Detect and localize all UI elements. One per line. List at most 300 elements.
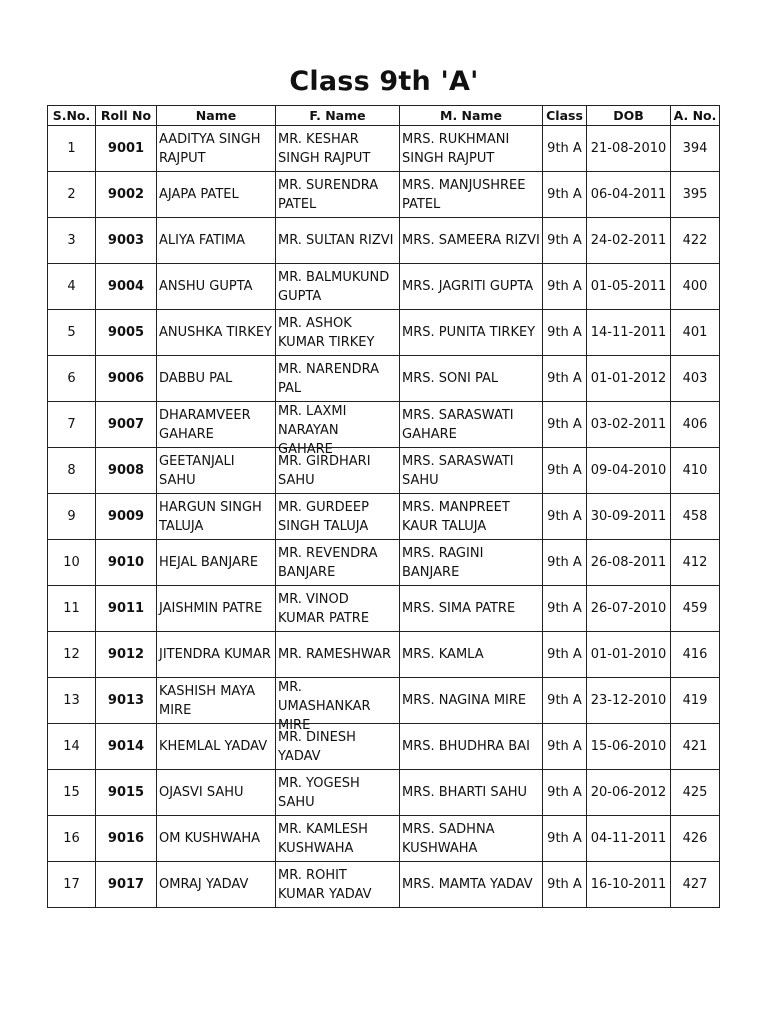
cell-dob	[587, 448, 671, 494]
cell-mother-name	[400, 310, 543, 356]
cell-dob-text: 01-01-2010	[590, 647, 667, 662]
col-header-ano: A. No.	[671, 106, 720, 126]
table-row	[48, 264, 720, 310]
cell-roll-no-text: 9009	[107, 509, 145, 524]
cell-dob	[587, 264, 671, 310]
cell-dob-text: 26-08-2011	[590, 555, 667, 570]
cell-mother-name-text: MRS. KAMLA	[402, 647, 484, 662]
cell-roll-no	[96, 816, 157, 862]
cell-father-name	[276, 126, 400, 172]
cell-class	[543, 586, 587, 632]
cell-dob	[587, 862, 671, 908]
cell-class-text: 9th A	[547, 831, 582, 846]
col-header-dob: DOB	[587, 106, 671, 126]
cell-sno-text: 14	[63, 739, 80, 754]
cell-student-name	[157, 678, 276, 724]
cell-student-name-text: JAISHMIN PATRE	[159, 601, 263, 616]
cell-father-name-text: MR. KESHAR SINGH RAJPUT	[278, 131, 371, 166]
cell-student-name	[157, 356, 276, 402]
cell-dob-text: 04-11-2011	[590, 831, 667, 846]
cell-student-name-text: ALIYA FATIMA	[159, 233, 245, 248]
cell-mother-name	[400, 816, 543, 862]
cell-roll-no	[96, 310, 157, 356]
cell-student-name-text: AJAPA PATEL	[159, 187, 239, 202]
cell-mother-name	[400, 172, 543, 218]
cell-student-name-text: JITENDRA KUMAR	[159, 647, 271, 662]
cell-dob-text: 16-10-2011	[590, 877, 667, 892]
cell-dob	[587, 586, 671, 632]
cell-admission-no-text: 421	[682, 739, 708, 754]
cell-roll-no-text: 9003	[107, 233, 145, 248]
cell-father-name	[276, 586, 400, 632]
cell-roll-no-text: 9002	[107, 187, 145, 202]
cell-admission-no-text: 395	[682, 187, 708, 202]
cell-class	[543, 172, 587, 218]
cell-sno-text: 16	[63, 831, 80, 846]
cell-roll-no-text: 9001	[107, 141, 145, 156]
cell-mother-name	[400, 264, 543, 310]
cell-sno	[48, 724, 96, 770]
cell-class	[543, 310, 587, 356]
cell-dob-text: 26-07-2010	[590, 601, 667, 616]
cell-class-text: 9th A	[547, 785, 582, 800]
cell-student-name-text: OJASVI SAHU	[159, 785, 244, 800]
cell-roll-no-text: 9011	[107, 601, 145, 616]
cell-roll-no-text: 9017	[107, 877, 145, 892]
cell-dob	[587, 632, 671, 678]
cell-admission-no	[671, 310, 720, 356]
cell-roll-no-text: 9007	[107, 417, 145, 432]
cell-admission-no-text: 406	[682, 417, 708, 432]
cell-dob	[587, 816, 671, 862]
cell-student-name	[157, 448, 276, 494]
cell-dob-text: 14-11-2011	[590, 325, 667, 340]
cell-admission-no-text: 459	[682, 601, 708, 616]
cell-mother-name	[400, 586, 543, 632]
col-header-mname: M. Name	[400, 106, 543, 126]
cell-sno-text: 17	[63, 877, 80, 892]
cell-dob-text: 30-09-2011	[590, 509, 667, 524]
cell-father-name-text: MR. REVENDRA BANJARE	[278, 545, 378, 580]
cell-class-text: 9th A	[547, 141, 582, 156]
cell-mother-name-text: MRS. SAMEERA RIZVI	[402, 233, 540, 248]
cell-father-name-text: MR. ROHIT KUMAR YADAV	[278, 867, 372, 902]
cell-mother-name-text: MRS. MANPREET KAUR TALUJA	[402, 499, 510, 534]
cell-student-name	[157, 310, 276, 356]
cell-student-name-text: ANUSHKA TIRKEY	[159, 325, 272, 340]
cell-father-name-text: MR. ASHOK KUMAR TIRKEY	[278, 315, 375, 350]
cell-sno-text: 5	[67, 325, 76, 340]
cell-sno	[48, 540, 96, 586]
cell-student-name	[157, 402, 276, 448]
cell-roll-no-text: 9012	[107, 647, 145, 662]
cell-father-name-text: MR. YOGESH SAHU	[278, 775, 360, 810]
cell-admission-no	[671, 494, 720, 540]
cell-dob	[587, 770, 671, 816]
table-row	[48, 540, 720, 586]
cell-roll-no-text: 9006	[107, 371, 145, 386]
cell-father-name	[276, 770, 400, 816]
table-row	[48, 356, 720, 402]
cell-admission-no-text: 412	[682, 555, 708, 570]
cell-roll-no	[96, 586, 157, 632]
cell-sno	[48, 494, 96, 540]
cell-class	[543, 264, 587, 310]
cell-class-text: 9th A	[547, 325, 582, 340]
cell-mother-name-text: MRS. NAGINA MIRE	[402, 693, 527, 708]
cell-student-name	[157, 724, 276, 770]
cell-father-name-text: MR. GURDEEP SINGH TALUJA	[278, 499, 369, 534]
cell-father-name	[276, 724, 400, 770]
cell-roll-no	[96, 770, 157, 816]
cell-admission-no-text: 401	[682, 325, 708, 340]
cell-roll-no	[96, 264, 157, 310]
cell-class-text: 9th A	[547, 693, 582, 708]
cell-dob	[587, 310, 671, 356]
cell-admission-no	[671, 218, 720, 264]
cell-class-text: 9th A	[547, 371, 582, 386]
cell-father-name-text: MR. UMASHANKAR MIRE	[278, 680, 371, 733]
table-row	[48, 494, 720, 540]
table-row	[48, 816, 720, 862]
cell-admission-no	[671, 172, 720, 218]
cell-father-name	[276, 678, 400, 733]
cell-mother-name	[400, 448, 543, 494]
cell-roll-no	[96, 172, 157, 218]
cell-sno	[48, 586, 96, 632]
cell-roll-no-text: 9016	[107, 831, 145, 846]
cell-father-name-text: MR. NARENDRA PAL	[278, 361, 380, 396]
cell-admission-no	[671, 816, 720, 862]
cell-father-name-text: MR. SULTAN RIZVI	[278, 233, 394, 248]
cell-admission-no-text: 419	[682, 693, 708, 708]
cell-student-name-text: HEJAL BANJARE	[159, 555, 259, 570]
cell-student-name-text: OMRAJ YADAV	[159, 877, 249, 892]
cell-roll-no-text: 9005	[107, 325, 145, 340]
col-header-sno: S.No.	[48, 106, 96, 126]
cell-admission-no	[671, 540, 720, 586]
cell-admission-no	[671, 264, 720, 310]
cell-class	[543, 724, 587, 770]
cell-father-name-text: MR. RAMESHWAR	[278, 647, 391, 662]
cell-mother-name	[400, 678, 543, 724]
cell-student-name	[157, 264, 276, 310]
cell-dob	[587, 678, 671, 724]
cell-class	[543, 678, 587, 724]
cell-admission-no	[671, 632, 720, 678]
cell-mother-name	[400, 218, 543, 264]
table-row	[48, 632, 720, 678]
cell-dob	[587, 494, 671, 540]
cell-mother-name-text: MRS. PUNITA TIRKEY	[402, 325, 536, 340]
cell-admission-no-text: 403	[682, 371, 708, 386]
cell-student-name	[157, 632, 276, 678]
cell-sno	[48, 816, 96, 862]
cell-roll-no-text: 9013	[107, 693, 145, 708]
table-row	[48, 862, 720, 908]
cell-mother-name-text: MRS. SONI PAL	[402, 371, 499, 386]
cell-admission-no-text: 410	[682, 463, 708, 478]
cell-roll-no	[96, 678, 157, 724]
cell-admission-no-text: 422	[682, 233, 708, 248]
cell-mother-name-text: MRS. BHUDHRA BAI	[402, 739, 530, 754]
cell-class-text: 9th A	[547, 509, 582, 524]
cell-mother-name-text: MRS. MANJUSHREE PATEL	[402, 177, 526, 212]
cell-dob	[587, 402, 671, 448]
table-row	[48, 678, 720, 724]
cell-roll-no	[96, 862, 157, 908]
cell-class-text: 9th A	[547, 187, 582, 202]
cell-mother-name-text: MRS. JAGRITI GUPTA	[402, 279, 534, 294]
cell-father-name-text: MR. LAXMI NARAYAN GAHARE	[278, 404, 347, 457]
cell-sno-text: 6	[67, 371, 76, 386]
cell-mother-name	[400, 356, 543, 402]
cell-student-name-text: GEETANJALI SAHU	[159, 453, 235, 488]
cell-dob	[587, 724, 671, 770]
cell-roll-no	[96, 356, 157, 402]
cell-dob-text: 20-06-2012	[590, 785, 667, 800]
cell-mother-name	[400, 862, 543, 908]
cell-class	[543, 126, 587, 172]
cell-dob-text: 01-05-2011	[590, 279, 667, 294]
student-table	[47, 105, 720, 908]
cell-dob	[587, 126, 671, 172]
cell-father-name	[276, 448, 400, 494]
cell-student-name-text: DABBU PAL	[159, 371, 233, 386]
col-header-class: Class	[543, 106, 587, 126]
cell-roll-no	[96, 448, 157, 494]
table-row	[48, 310, 720, 356]
cell-father-name	[276, 816, 400, 862]
cell-class-text: 9th A	[547, 233, 582, 248]
col-header-fname: F. Name	[276, 106, 400, 126]
cell-sno	[48, 172, 96, 218]
cell-roll-no-text: 9008	[107, 463, 145, 478]
cell-mother-name-text: MRS. SIMA PATRE	[402, 601, 516, 616]
cell-class	[543, 218, 587, 264]
cell-admission-no-text: 427	[682, 877, 708, 892]
cell-father-name	[276, 172, 400, 218]
cell-roll-no	[96, 402, 157, 448]
cell-student-name	[157, 540, 276, 586]
cell-admission-no	[671, 862, 720, 908]
cell-mother-name-text: MRS. SADHNA KUSHWAHA	[402, 821, 495, 856]
cell-sno	[48, 862, 96, 908]
cell-father-name-text: MR. SURENDRA PATEL	[278, 177, 379, 212]
cell-dob-text: 23-12-2010	[590, 693, 667, 708]
cell-class-text: 9th A	[547, 647, 582, 662]
cell-class	[543, 402, 587, 448]
cell-dob-text: 06-04-2011	[590, 187, 667, 202]
cell-father-name	[276, 264, 400, 310]
cell-father-name	[276, 218, 400, 264]
cell-dob-text: 21-08-2010	[590, 141, 667, 156]
cell-sno	[48, 402, 96, 448]
cell-father-name-text: MR. GIRDHARI SAHU	[278, 453, 371, 488]
cell-sno-text: 10	[63, 555, 80, 570]
cell-sno-text: 9	[67, 509, 76, 524]
cell-dob	[587, 356, 671, 402]
cell-admission-no-text: 425	[682, 785, 708, 800]
table-row	[48, 448, 720, 494]
cell-class-text: 9th A	[547, 463, 582, 478]
cell-sno	[48, 310, 96, 356]
cell-father-name-text: MR. KAMLESH KUSHWAHA	[278, 821, 368, 856]
cell-sno	[48, 264, 96, 310]
cell-father-name	[276, 310, 400, 356]
header-row	[48, 106, 720, 126]
cell-class	[543, 632, 587, 678]
cell-roll-no	[96, 494, 157, 540]
cell-sno-text: 3	[67, 233, 76, 248]
cell-dob	[587, 172, 671, 218]
cell-student-name	[157, 816, 276, 862]
cell-student-name-text: HARGUN SINGH TALUJA	[159, 499, 262, 534]
cell-father-name-text: MR. BALMUKUND GUPTA	[278, 269, 390, 304]
cell-student-name	[157, 586, 276, 632]
cell-roll-no-text: 9014	[107, 739, 145, 754]
cell-mother-name	[400, 402, 543, 448]
cell-student-name-text: DHARAMVEER GAHARE	[159, 407, 251, 442]
cell-mother-name-text: MRS. SARASWATI GAHARE	[402, 407, 514, 442]
cell-father-name	[276, 402, 400, 457]
cell-admission-no-text: 400	[682, 279, 708, 294]
cell-sno-text: 1	[67, 141, 76, 156]
table-row	[48, 586, 720, 632]
cell-admission-no	[671, 402, 720, 448]
cell-mother-name	[400, 724, 543, 770]
cell-admission-no	[671, 356, 720, 402]
cell-roll-no	[96, 218, 157, 264]
cell-mother-name	[400, 632, 543, 678]
cell-class	[543, 356, 587, 402]
cell-father-name	[276, 632, 400, 678]
cell-class-text: 9th A	[547, 877, 582, 892]
cell-student-name-text: KASHISH MAYA MIRE	[159, 683, 256, 718]
cell-dob-text: 03-02-2011	[590, 417, 667, 432]
table-row	[48, 172, 720, 218]
cell-mother-name-text: MRS. BHARTI SAHU	[402, 785, 528, 800]
cell-admission-no	[671, 678, 720, 724]
cell-admission-no-text: 426	[682, 831, 708, 846]
cell-admission-no-text: 416	[682, 647, 708, 662]
cell-admission-no	[671, 126, 720, 172]
cell-sno-text: 12	[63, 647, 80, 662]
cell-dob-text: 24-02-2011	[590, 233, 667, 248]
cell-class-text: 9th A	[547, 417, 582, 432]
cell-student-name	[157, 172, 276, 218]
cell-sno-text: 8	[67, 463, 76, 478]
cell-dob-text: 01-01-2012	[590, 371, 667, 386]
cell-class-text: 9th A	[547, 279, 582, 294]
cell-roll-no	[96, 540, 157, 586]
cell-sno-text: 15	[63, 785, 80, 800]
cell-student-name	[157, 770, 276, 816]
cell-sno-text: 4	[67, 279, 76, 294]
cell-roll-no-text: 9015	[107, 785, 145, 800]
cell-class	[543, 494, 587, 540]
cell-class	[543, 770, 587, 816]
cell-sno-text: 13	[63, 693, 80, 708]
cell-admission-no	[671, 448, 720, 494]
cell-dob	[587, 218, 671, 264]
cell-father-name	[276, 862, 400, 908]
cell-class	[543, 862, 587, 908]
cell-sno	[48, 126, 96, 172]
table-row	[48, 218, 720, 264]
cell-mother-name	[400, 494, 543, 540]
cell-sno-text: 7	[67, 417, 76, 432]
table-row	[48, 770, 720, 816]
cell-roll-no	[96, 724, 157, 770]
cell-father-name-text: MR. DINESH YADAV	[278, 729, 356, 764]
cell-sno	[48, 218, 96, 264]
cell-roll-no-text: 9004	[107, 279, 145, 294]
cell-student-name-text: KHEMLAL YADAV	[159, 739, 268, 754]
cell-student-name	[157, 126, 276, 172]
cell-student-name-text: OM KUSHWAHA	[159, 831, 261, 846]
cell-mother-name-text: MRS. RAGINI BANJARE	[402, 545, 484, 580]
cell-class	[543, 816, 587, 862]
cell-class	[543, 448, 587, 494]
cell-student-name-text: ANSHU GUPTA	[159, 279, 253, 294]
cell-class	[543, 540, 587, 586]
cell-mother-name	[400, 540, 543, 586]
cell-sno-text: 2	[67, 187, 76, 202]
cell-sno	[48, 770, 96, 816]
cell-class-text: 9th A	[547, 739, 582, 754]
cell-father-name	[276, 356, 400, 402]
cell-admission-no	[671, 724, 720, 770]
cell-student-name	[157, 862, 276, 908]
cell-student-name	[157, 218, 276, 264]
cell-roll-no	[96, 632, 157, 678]
table-row	[48, 402, 720, 448]
cell-mother-name-text: MRS. SARASWATI SAHU	[402, 453, 514, 488]
cell-student-name	[157, 494, 276, 540]
cell-class-text: 9th A	[547, 555, 582, 570]
table-body	[48, 126, 720, 908]
cell-mother-name	[400, 126, 543, 172]
page-title: Class 9th 'A'	[289, 66, 479, 97]
table-row	[48, 724, 720, 770]
col-header-name: Name	[157, 106, 276, 126]
cell-class-text: 9th A	[547, 601, 582, 616]
cell-sno	[48, 632, 96, 678]
cell-dob	[587, 540, 671, 586]
table-row	[48, 126, 720, 172]
cell-mother-name-text: MRS. RUKHMANI SINGH RAJPUT	[402, 131, 510, 166]
cell-sno	[48, 356, 96, 402]
cell-mother-name-text: MRS. MAMTA YADAV	[402, 877, 533, 892]
col-header-roll: Roll No	[96, 106, 157, 126]
cell-mother-name	[400, 770, 543, 816]
cell-student-name-text: AADITYA SINGH RAJPUT	[159, 131, 261, 166]
cell-sno	[48, 448, 96, 494]
cell-father-name	[276, 494, 400, 540]
cell-roll-no-text: 9010	[107, 555, 145, 570]
cell-admission-no	[671, 586, 720, 632]
cell-dob-text: 15-06-2010	[590, 739, 667, 754]
cell-admission-no-text: 458	[682, 509, 708, 524]
cell-roll-no	[96, 126, 157, 172]
cell-sno	[48, 678, 96, 724]
cell-dob-text: 09-04-2010	[590, 463, 667, 478]
cell-father-name	[276, 540, 400, 586]
cell-sno-text: 11	[63, 601, 80, 616]
cell-admission-no	[671, 770, 720, 816]
cell-admission-no-text: 394	[682, 141, 708, 156]
